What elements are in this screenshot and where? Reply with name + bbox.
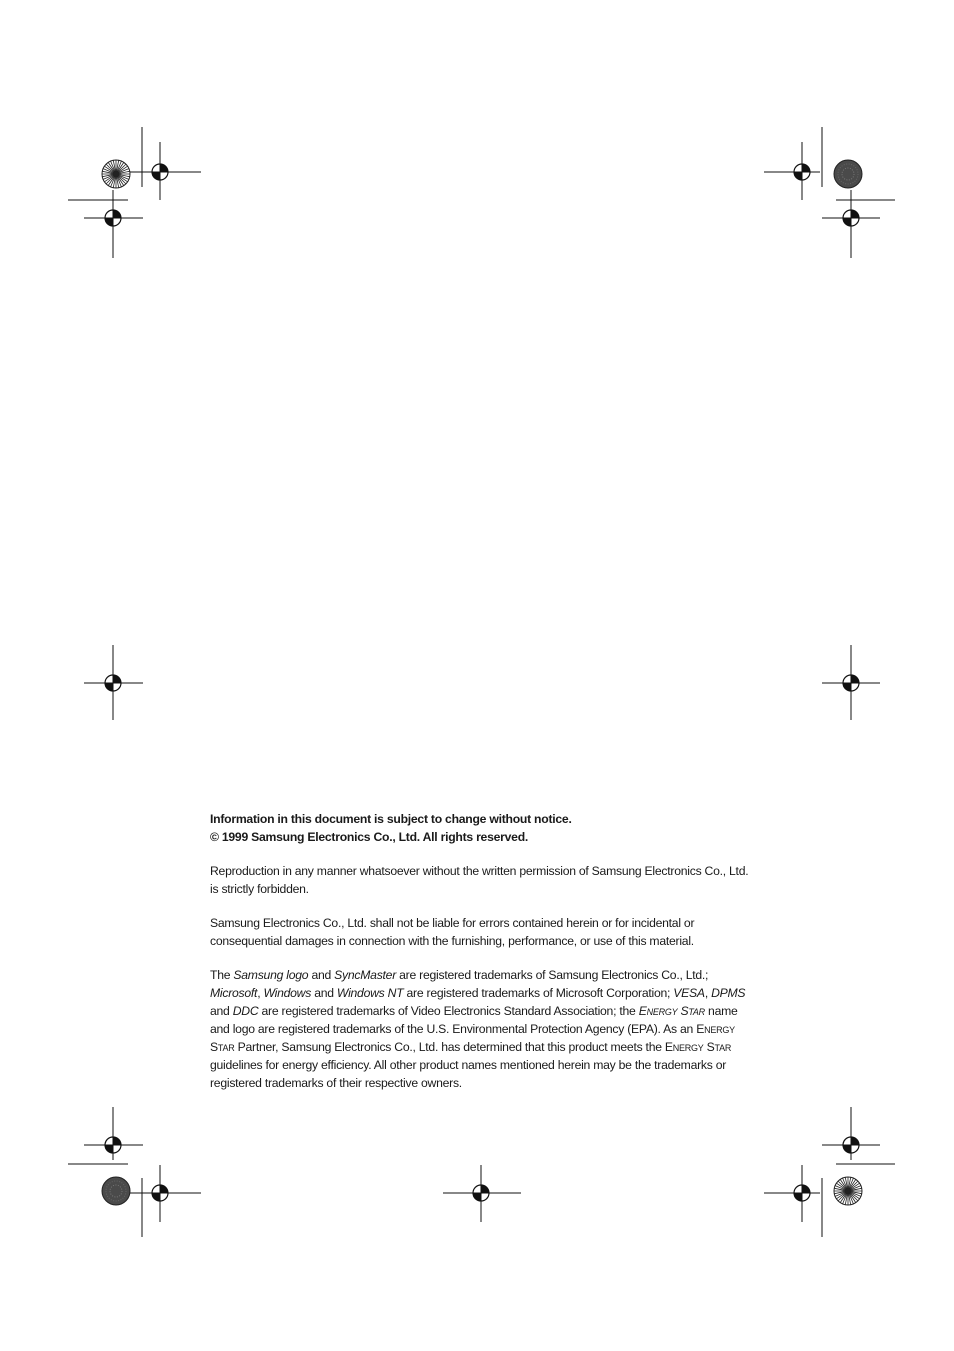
star-target <box>102 160 130 188</box>
tm-energy-star: Energy Star <box>664 1040 732 1054</box>
tm-text: and <box>311 986 337 1000</box>
tm-text: are registered trademarks of Samsung Electronics Co., Ltd.; <box>396 968 709 982</box>
registration-target <box>473 1185 489 1201</box>
tm-microsoft: Microsoft <box>210 986 258 1000</box>
tm-windows-nt: Windows NT <box>336 986 404 1000</box>
registration-target <box>794 1185 810 1201</box>
tm-text: , <box>704 986 712 1000</box>
density-target <box>102 1177 130 1205</box>
tm-ddc: DDC <box>232 1004 259 1018</box>
density-target <box>834 160 862 188</box>
tm-samsung-logo: Samsung logo <box>233 968 309 982</box>
tm-text: Partner, Samsung Electronics Co., Ltd. has determined that this product meets the <box>234 1040 665 1054</box>
tm-text: The <box>210 968 234 982</box>
notice-line-1: Information in this document is subject to change without notice. <box>210 812 572 826</box>
registration-target <box>105 675 121 691</box>
tm-text: , <box>257 986 264 1000</box>
legal-notice <box>210 810 756 1108</box>
tm-dpms: DPMS <box>711 986 746 1000</box>
trademarks-paragraph <box>210 966 756 1092</box>
registration-target <box>843 210 859 226</box>
registration-target <box>152 1185 168 1201</box>
registration-target <box>105 210 121 226</box>
registration-target <box>105 1137 121 1153</box>
tm-text: and <box>210 1004 233 1018</box>
registration-target <box>843 1137 859 1153</box>
tm-text: guidelines for energy efficiency. All other product names mentioned herein may be the trademarks or registered trademarks of their respective owners. <box>210 1058 727 1090</box>
registration-target <box>843 675 859 691</box>
tm-vesa: VESA <box>673 986 705 1000</box>
tm-energy-star: Energy Star <box>638 1004 705 1018</box>
star-target <box>834 1177 862 1205</box>
notice-paragraph <box>210 810 756 846</box>
tm-text: are registered trademarks of Video Electronics Standard Association; the <box>258 1004 639 1018</box>
tm-text: are registered trademarks of Microsoft Corporation; <box>403 986 674 1000</box>
registration-target <box>794 164 810 180</box>
tm-energy-star: Energy Star <box>210 1022 735 1054</box>
liability-paragraph: Samsung Electronics Co., Ltd. shall not be liable for errors contained herein or for incidental or consequential damages in connection with the furnishing, performance, or use of this material. <box>210 916 695 948</box>
tm-text: name and logo are registered trademarks of the U.S. Environmental Protection Agency (EPA). As an <box>210 1004 738 1036</box>
tm-syncmaster: SyncMaster <box>334 968 397 982</box>
registration-target <box>152 164 168 180</box>
tm-windows: Windows <box>263 986 312 1000</box>
tm-text: and <box>308 968 335 982</box>
copyright-line: © 1999 Samsung Electronics Co., Ltd. All rights reserved. <box>210 830 529 844</box>
reproduction-paragraph: Reproduction in any manner whatsoever without the written permission of Samsung Electronics Co., Ltd. is strictly forbidden. <box>210 864 749 896</box>
